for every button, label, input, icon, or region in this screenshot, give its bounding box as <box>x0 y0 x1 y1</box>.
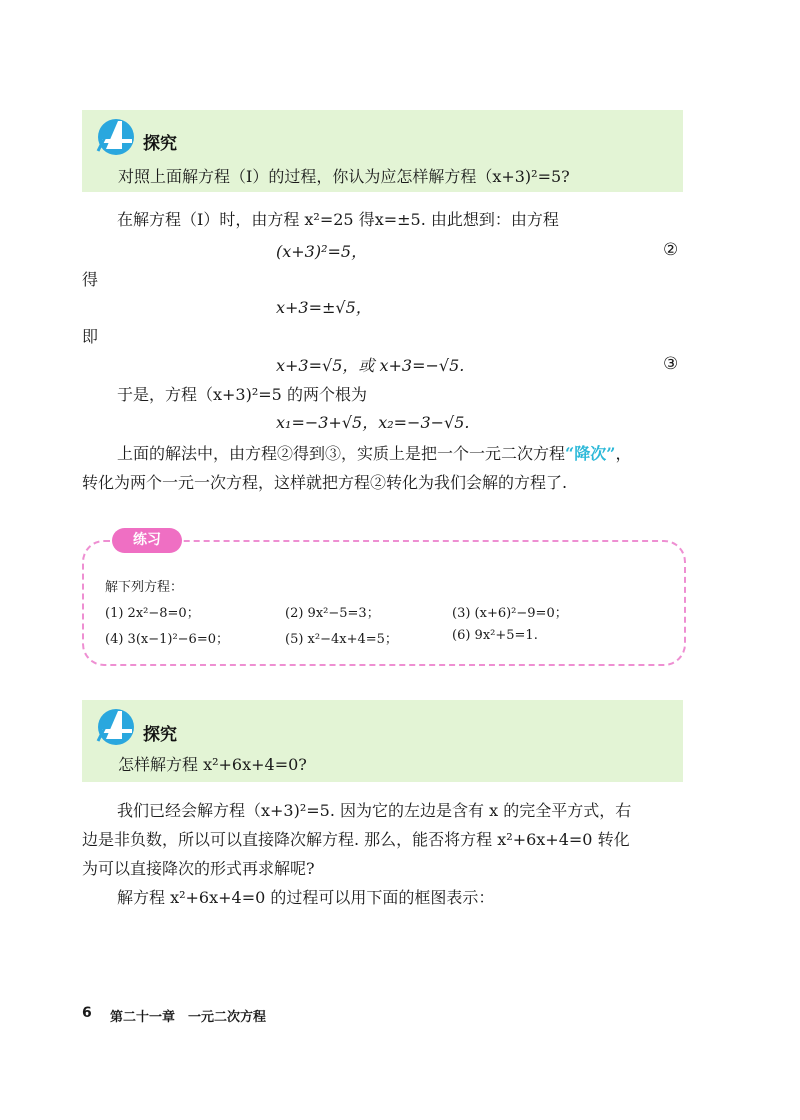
exercise-3: (3) (x+6)²−9=0； <box>452 606 568 621</box>
roots: x₁=−3+√5，x₂=−3−√5. <box>276 413 470 432</box>
explore-heading-2: 探究 <box>143 725 177 745</box>
body2-line2: 边是非负数，所以可以直接降次解方程. 那么，能否将方程 x²+6x+4=0 转化 <box>82 830 630 849</box>
exercise-2: (2) 9x²−5=3； <box>285 606 380 621</box>
body2-line3: 为可以直接降次的形式再求解呢? <box>82 859 315 878</box>
body2-line4: 解方程 x²+6x+4=0 的过程可以用下面的框图表示： <box>117 888 495 907</box>
paragraph-text-b: ， <box>615 444 632 463</box>
exercise-4: (4) 3(x−1)²−6=0； <box>105 632 229 647</box>
practice-intro: 解下列方程： <box>105 580 184 595</box>
equation-3: x+3=√5，或 x+3=−√5. <box>276 356 465 375</box>
paragraph-text-a: 上面的解法中，由方程②得到③，实质上是把一个一元二次方程 <box>117 444 566 463</box>
equation-3-number: ③ <box>663 354 679 374</box>
page-number: 6 <box>82 1005 92 1021</box>
word-de: 得 <box>82 270 99 289</box>
equation-sqrt: x+3=±√5， <box>276 298 372 317</box>
explore-question-1: 对照上面解方程（Ⅰ）的过程，你认为应怎样解方程（x+3)²=5? <box>118 167 570 186</box>
body2-line1: 我们已经会解方程（x+3)²=5. 因为它的左边是含有 x 的完全平方式，右 <box>117 801 632 820</box>
equation-2: (x+3)²=5， <box>276 242 368 261</box>
practice-tag: 练习 <box>112 528 182 553</box>
chapter-title: 第二十一章 一元二次方程 <box>110 1010 267 1025</box>
explore-icon <box>94 705 138 749</box>
exercise-1: (1) 2x²−8=0； <box>105 606 200 621</box>
explore-icon <box>94 115 138 159</box>
explore-question-2: 怎样解方程 x²+6x+4=0? <box>118 755 307 774</box>
explore-heading-1: 探究 <box>143 134 177 154</box>
exercise-6: (6) 9x²+5=1. <box>452 628 538 643</box>
exercise-5: (5) x²−4x+4=5； <box>285 632 398 647</box>
reduce-paragraph-line1 <box>117 444 631 464</box>
body1-line1: 在解方程（Ⅰ）时，由方程 x²=25 得x=±5. 由此想到：由方程 <box>117 210 559 229</box>
highlight-jiangci: “降次” <box>565 444 616 463</box>
equation-2-number: ② <box>663 240 679 260</box>
word-ji: 即 <box>82 327 99 346</box>
reduce-paragraph-line2: 转化为两个一元一次方程，这样就把方程②转化为我们会解的方程了. <box>82 473 568 492</box>
roots-intro: 于是，方程（x+3)²=5 的两个根为 <box>117 385 367 404</box>
